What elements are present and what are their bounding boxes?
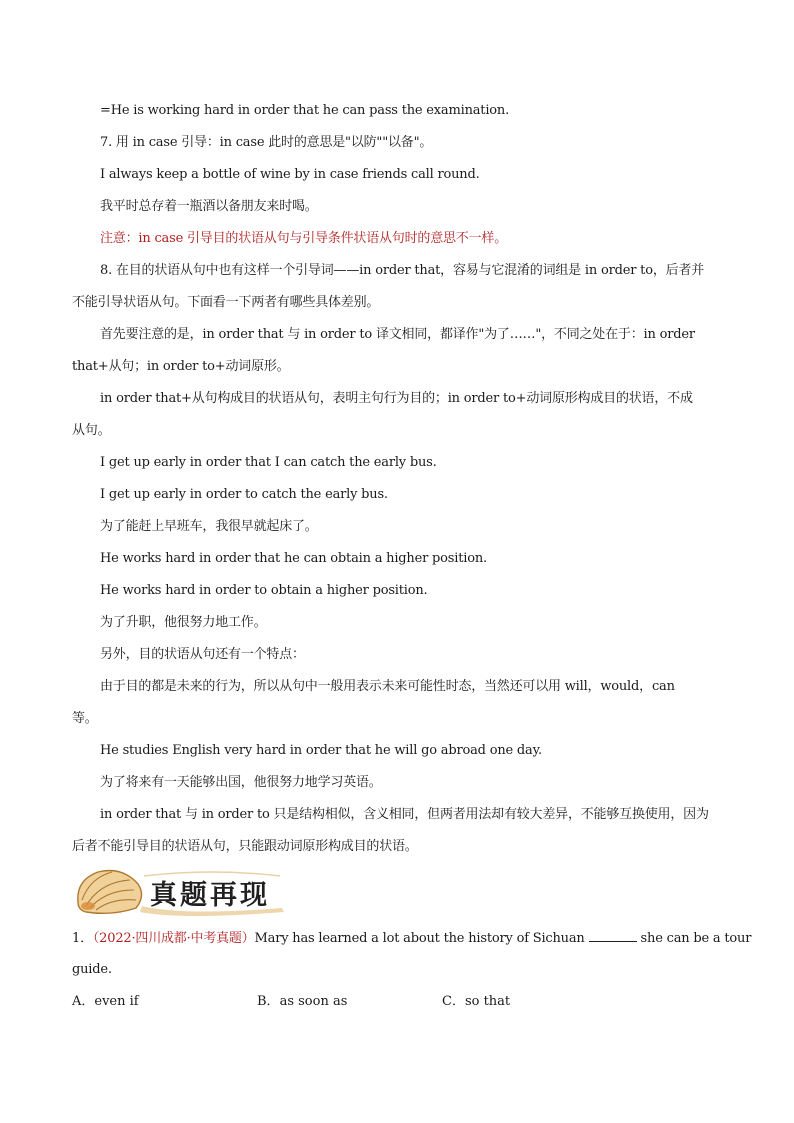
question-1-stem-line-2: guide. bbox=[72, 962, 112, 977]
section-banner-title: 真题再现 bbox=[150, 880, 270, 911]
option-key: B． bbox=[257, 994, 280, 1009]
example-sentence-english: =He is working hard in order that he can pass the examination. bbox=[100, 103, 510, 118]
example-sentence-chinese: 为了能赶上早班车，我很早就起床了。 bbox=[100, 519, 318, 534]
example-sentence-english: I get up early in order to catch the early bus. bbox=[100, 487, 388, 502]
example-sentence-english: I always keep a bottle of wine by in case friends call round. bbox=[100, 167, 480, 182]
example-sentence-english: He works hard in order to obtain a higher position. bbox=[100, 583, 428, 598]
paragraph-line: 从句。 bbox=[72, 423, 111, 438]
option-c[interactable] bbox=[442, 993, 510, 1011]
paragraph-line: 首先要注意的是，in order that 与 in order to 译文相同，都译作"为了……"，不同之处在于：in order bbox=[100, 327, 695, 342]
example-sentence-chinese: 为了升职，他很努力地工作。 bbox=[100, 615, 267, 630]
example-sentence-english: I get up early in order that I can catch the early bus. bbox=[100, 455, 437, 470]
option-text: so that bbox=[464, 994, 511, 1009]
point-7-heading: 7. 用 in case 引导：in case 此时的意思是"以防""以备"。 bbox=[100, 135, 433, 150]
option-key: A． bbox=[72, 994, 95, 1009]
paragraph-line: 另外，目的状语从句还有一个特点： bbox=[100, 647, 305, 662]
question-source: （2022·四川成都·中考真题） bbox=[92, 931, 255, 946]
paragraph-line: 后者不能引导目的状语从句，只能跟动词原形构成目的状语。 bbox=[72, 839, 418, 854]
point-8-paragraph-line-1: 8. 在目的状语从句中也有这样一个引导词——in order that，容易与它混淆的词组是 in order to，后者并 bbox=[100, 263, 705, 278]
paragraph-line: in order that 与 in order to 只是结构相似，含义相同，但两者用法却有较大差异，不能够互换使用，因为 bbox=[100, 807, 709, 822]
example-sentence-chinese: 为了将来有一天能够出国，他很努力地学习英语。 bbox=[100, 775, 382, 790]
option-text: even if bbox=[94, 994, 139, 1009]
option-text: as soon as bbox=[279, 994, 348, 1009]
point-8-paragraph-line-2: 不能引导状语从句。下面看一下两者有哪些具体差别。 bbox=[72, 295, 380, 310]
paragraph-line: 由于目的都是未来的行为，所以从句中一般用表示未来可能性时态，当然还可以用 will，would，can bbox=[100, 679, 675, 694]
note-red: 注意：in case 引导目的状语从句与引导条件状语从句时的意思不一样。 bbox=[100, 231, 507, 246]
paragraph-line: that+从句；in order to+动词原形。 bbox=[72, 359, 290, 374]
option-a[interactable] bbox=[72, 993, 139, 1011]
answer-blank bbox=[589, 929, 637, 942]
option-b[interactable] bbox=[257, 993, 347, 1011]
question-number: 1． bbox=[72, 931, 93, 946]
question-stem-before-blank: Mary has learned a lot about the history of Sichuan bbox=[254, 931, 585, 946]
question-stem-after-blank: she can be a tour bbox=[640, 931, 752, 946]
example-sentence-chinese: 我平时总存着一瓶酒以备朋友来时喝。 bbox=[100, 199, 318, 214]
example-sentence-english: He works hard in order that he can obtain a higher position. bbox=[100, 551, 487, 566]
example-sentence-english: He studies English very hard in order that he will go abroad one day. bbox=[100, 743, 542, 758]
paragraph-line: in order that+从句构成目的状语从句，表明主句行为目的；in order to+动词原形构成目的状语，不成 bbox=[100, 391, 693, 406]
paragraph-line: 等。 bbox=[72, 711, 98, 726]
option-key: C． bbox=[442, 994, 465, 1009]
question-1-stem bbox=[72, 929, 751, 948]
shell-icon bbox=[78, 871, 142, 914]
